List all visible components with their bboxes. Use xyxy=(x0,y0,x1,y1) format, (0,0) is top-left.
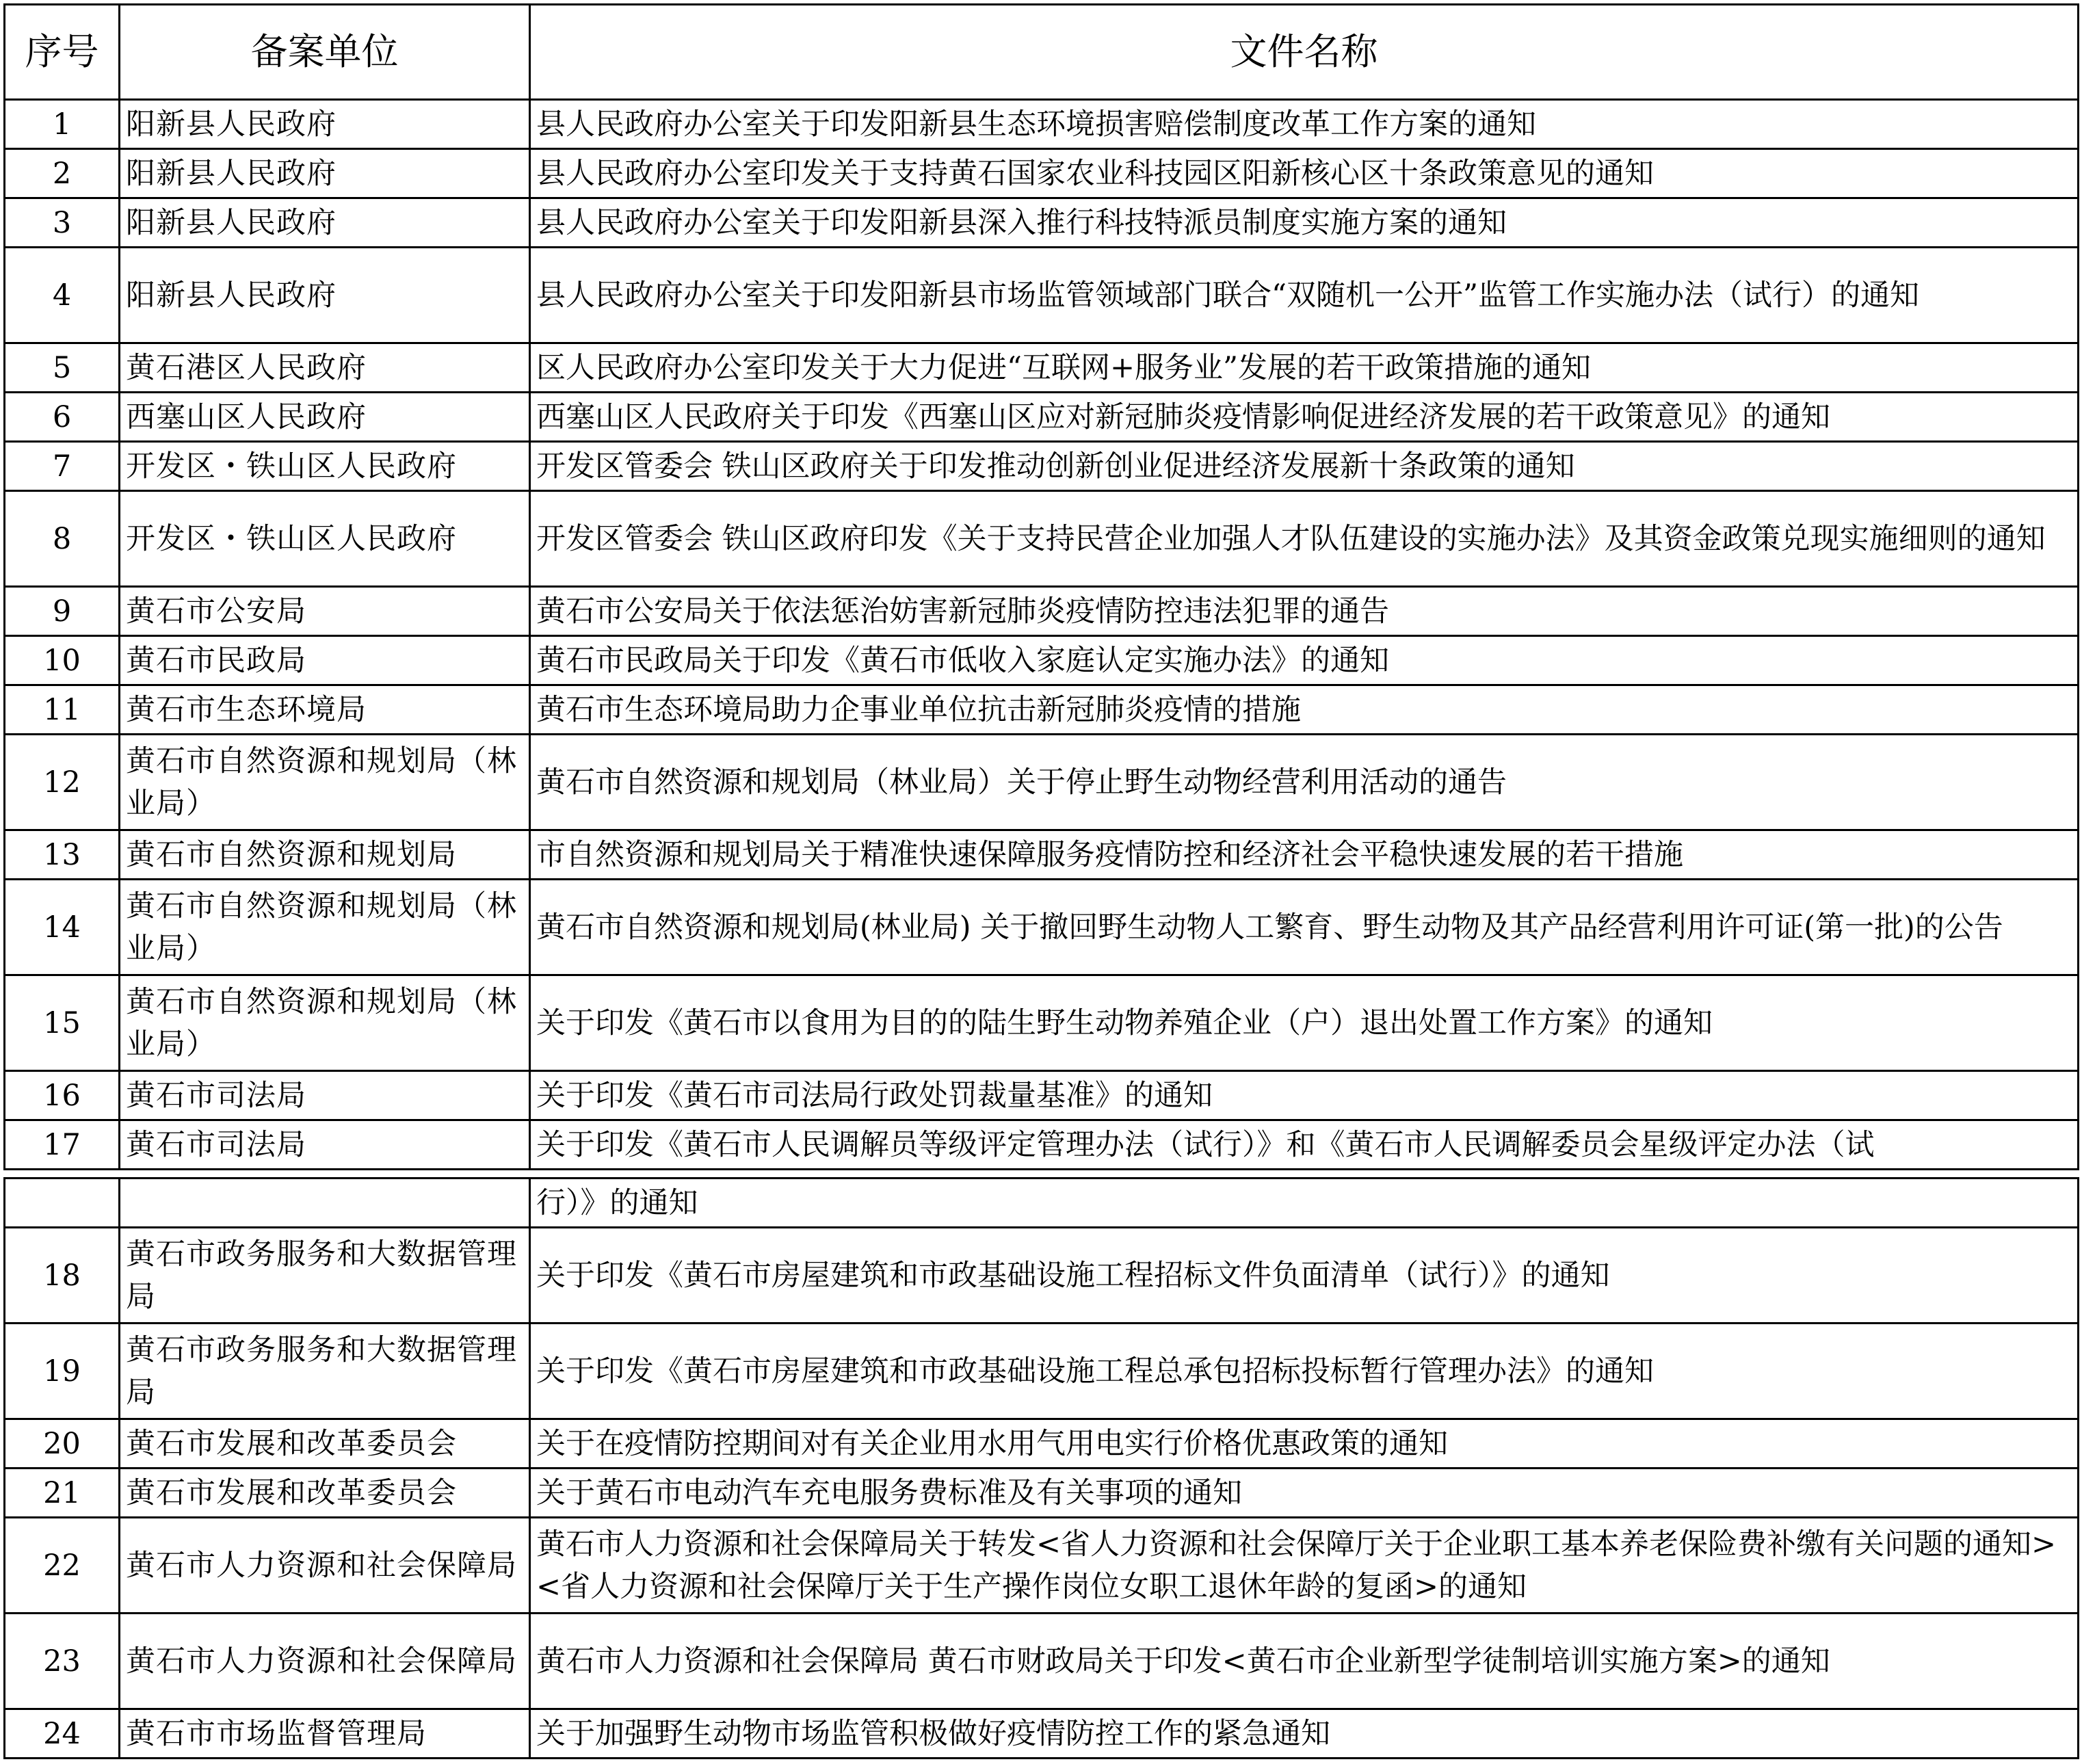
header-doc: 文件名称 xyxy=(530,5,2079,100)
row-no: 9 xyxy=(5,587,120,636)
table-row xyxy=(5,343,2079,393)
table-row xyxy=(5,100,2079,149)
table-row xyxy=(5,975,2079,1071)
row-no: 12 xyxy=(5,735,120,830)
row-no: 13 xyxy=(5,830,120,880)
row-doc: 关于印发《黄石市以食用为目的的陆生野生动物养殖企业（户）退出处置工作方案》的通知 xyxy=(530,975,2079,1071)
row-unit: 开发区・铁山区人民政府 xyxy=(120,442,530,491)
table-row xyxy=(5,491,2079,587)
row-no: 16 xyxy=(5,1071,120,1120)
header-no: 序号 xyxy=(5,5,120,100)
row-doc: 行）》的通知 xyxy=(530,1179,2079,1228)
table-row xyxy=(5,636,2079,685)
table-row xyxy=(5,1179,2079,1228)
row-no: 6 xyxy=(5,393,120,442)
row-doc: 县人民政府办公室关于印发阳新县深入推行科技特派员制度实施方案的通知 xyxy=(530,198,2079,248)
table-row xyxy=(5,735,2079,830)
row-doc: 黄石市公安局关于依法惩治妨害新冠肺炎疫情防控违法犯罪的通告 xyxy=(530,587,2079,636)
row-doc: 黄石市人力资源和社会保障局关于转发<省人力资源和社会保障厅关于企业职工基本养老保险费补缴有关问题的通知><省人力资源和社会保障厅关于生产操作岗位女职工退休年龄的复函>的通知 xyxy=(530,1518,2079,1614)
row-unit: 黄石市司法局 xyxy=(120,1071,530,1120)
row-unit: 阳新县人民政府 xyxy=(120,248,530,343)
table-row xyxy=(5,1518,2079,1614)
row-unit xyxy=(120,1179,530,1228)
table-row xyxy=(5,1071,2079,1120)
row-unit: 开发区・铁山区人民政府 xyxy=(120,491,530,587)
row-no: 18 xyxy=(5,1228,120,1324)
row-no: 21 xyxy=(5,1469,120,1518)
table-row xyxy=(5,198,2079,248)
page-break xyxy=(5,1170,2079,1179)
row-no: 17 xyxy=(5,1120,120,1170)
table-row xyxy=(5,685,2079,735)
row-doc: 关于黄石市电动汽车充电服务费标准及有关事项的通知 xyxy=(530,1469,2079,1518)
row-no: 23 xyxy=(5,1614,120,1709)
row-no: 8 xyxy=(5,491,120,587)
row-doc: 黄石市生态环境局助力企事业单位抗击新冠肺炎疫情的措施 xyxy=(530,685,2079,735)
row-doc: 县人民政府办公室关于印发阳新县市场监管领域部门联合“双随机一公开”监管工作实施办法（试行）的通知 xyxy=(530,248,2079,343)
table-row xyxy=(5,1614,2079,1709)
row-unit: 黄石市政务服务和大数据管理局 xyxy=(120,1324,530,1419)
table-row xyxy=(5,587,2079,636)
row-doc: 关于印发《黄石市房屋建筑和市政基础设施工程招标文件负面清单（试行）》的通知 xyxy=(530,1228,2079,1324)
row-no: 20 xyxy=(5,1419,120,1469)
filing-table xyxy=(3,3,2079,1759)
table-row xyxy=(5,393,2079,442)
row-unit: 黄石市生态环境局 xyxy=(120,685,530,735)
row-no: 10 xyxy=(5,636,120,685)
row-no: 4 xyxy=(5,248,120,343)
table-row xyxy=(5,1469,2079,1518)
row-doc: 县人民政府办公室关于印发阳新县生态环境损害赔偿制度改革工作方案的通知 xyxy=(530,100,2079,149)
row-doc: 关于在疫情防控期间对有关企业用水用气用电实行价格优惠政策的通知 xyxy=(530,1419,2079,1469)
row-unit: 黄石市自然资源和规划局 xyxy=(120,830,530,880)
row-unit: 阳新县人民政府 xyxy=(120,149,530,198)
row-unit: 黄石市政务服务和大数据管理局 xyxy=(120,1228,530,1324)
row-no: 19 xyxy=(5,1324,120,1419)
row-doc: 开发区管委会 铁山区政府印发《关于支持民营企业加强人才队伍建设的实施办法》及其资金政策兑现实施细则的通知 xyxy=(530,491,2079,587)
table-row xyxy=(5,880,2079,975)
row-no: 24 xyxy=(5,1709,120,1759)
row-unit: 阳新县人民政府 xyxy=(120,198,530,248)
row-unit: 黄石市自然资源和规划局（林业局） xyxy=(120,975,530,1071)
row-doc: 县人民政府办公室印发关于支持黄石国家农业科技园区阳新核心区十条政策意见的通知 xyxy=(530,149,2079,198)
table-row xyxy=(5,830,2079,880)
row-no: 5 xyxy=(5,343,120,393)
row-no: 2 xyxy=(5,149,120,198)
row-unit: 黄石市人力资源和社会保障局 xyxy=(120,1518,530,1614)
row-no: 7 xyxy=(5,442,120,491)
row-doc: 市自然资源和规划局关于精准快速保障服务疫情防控和经济社会平稳快速发展的若干措施 xyxy=(530,830,2079,880)
row-no: 14 xyxy=(5,880,120,975)
header-row xyxy=(5,5,2079,100)
row-unit: 黄石市公安局 xyxy=(120,587,530,636)
row-unit: 黄石港区人民政府 xyxy=(120,343,530,393)
table-row xyxy=(5,1324,2079,1419)
row-doc: 关于印发《黄石市司法局行政处罚裁量基准》的通知 xyxy=(530,1071,2079,1120)
table-row xyxy=(5,149,2079,198)
row-unit: 黄石市自然资源和规划局（林业局） xyxy=(120,880,530,975)
table-row xyxy=(5,248,2079,343)
row-doc: 关于印发《黄石市人民调解员等级评定管理办法（试行）》和《黄石市人民调解委员会星级评定办法（试 xyxy=(530,1120,2079,1170)
row-unit: 黄石市司法局 xyxy=(120,1120,530,1170)
row-unit: 阳新县人民政府 xyxy=(120,100,530,149)
row-unit: 黄石市自然资源和规划局（林业局） xyxy=(120,735,530,830)
row-unit: 黄石市民政局 xyxy=(120,636,530,685)
row-unit: 黄石市市场监督管理局 xyxy=(120,1709,530,1759)
header-unit: 备案单位 xyxy=(120,5,530,100)
row-doc: 区人民政府办公室印发关于大力促进“互联网+服务业”发展的若干政策措施的通知 xyxy=(530,343,2079,393)
row-unit: 黄石市人力资源和社会保障局 xyxy=(120,1614,530,1709)
row-doc: 黄石市自然资源和规划局(林业局) 关于撤回野生动物人工繁育、野生动物及其产品经营利用许可证(第一批)的公告 xyxy=(530,880,2079,975)
row-doc: 关于印发《黄石市房屋建筑和市政基础设施工程总承包招标投标暂行管理办法》的通知 xyxy=(530,1324,2079,1419)
row-no: 1 xyxy=(5,100,120,149)
row-unit: 黄石市发展和改革委员会 xyxy=(120,1469,530,1518)
row-unit: 黄石市发展和改革委员会 xyxy=(120,1419,530,1469)
table-row xyxy=(5,1419,2079,1469)
row-doc: 西塞山区人民政府关于印发《西塞山区应对新冠肺炎疫情影响促进经济发展的若干政策意见》的通知 xyxy=(530,393,2079,442)
row-doc: 开发区管委会 铁山区政府关于印发推动创新创业促进经济发展新十条政策的通知 xyxy=(530,442,2079,491)
row-no: 11 xyxy=(5,685,120,735)
row-no: 15 xyxy=(5,975,120,1071)
row-no xyxy=(5,1179,120,1228)
table-row xyxy=(5,1709,2079,1759)
table-row xyxy=(5,442,2079,491)
table-row xyxy=(5,1228,2079,1324)
row-doc: 黄石市民政局关于印发《黄石市低收入家庭认定实施办法》的通知 xyxy=(530,636,2079,685)
row-unit: 西塞山区人民政府 xyxy=(120,393,530,442)
row-no: 3 xyxy=(5,198,120,248)
table-row xyxy=(5,1120,2079,1170)
row-doc: 黄石市人力资源和社会保障局 黄石市财政局关于印发<黄石市企业新型学徒制培训实施方案>的通知 xyxy=(530,1614,2079,1709)
row-doc: 黄石市自然资源和规划局（林业局）关于停止野生动物经营利用活动的通告 xyxy=(530,735,2079,830)
row-doc: 关于加强野生动物市场监管积极做好疫情防控工作的紧急通知 xyxy=(530,1709,2079,1759)
row-no: 22 xyxy=(5,1518,120,1614)
page-break-cell xyxy=(5,1170,2079,1179)
